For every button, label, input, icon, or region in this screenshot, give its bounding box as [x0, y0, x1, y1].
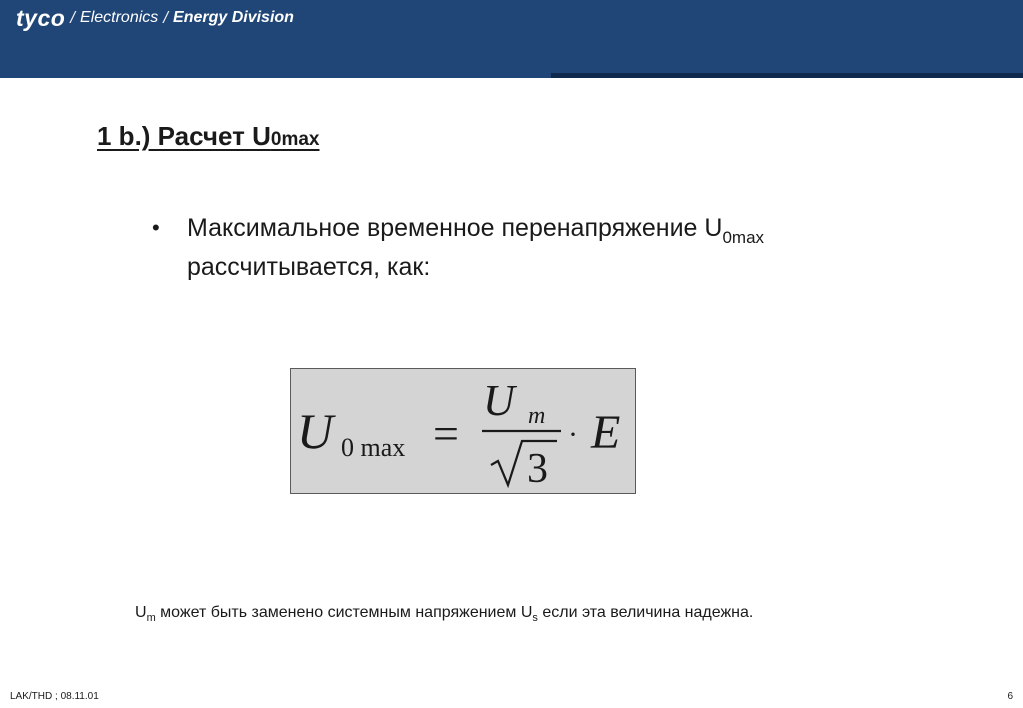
bullet-text [187, 210, 764, 285]
note-subscript-2: s [532, 612, 538, 624]
bullet-line-1-subscript: 0max [722, 228, 765, 247]
bullet-marker: • [152, 215, 160, 240]
bullet-line-1-text: Максимальное временное перенапряжение U [187, 214, 723, 242]
note-text-1: может быть заменено системным напряжением U [155, 604, 533, 621]
formula-radicand: 3 [527, 446, 548, 492]
brand-separator-1: / [70, 8, 76, 27]
formula-numerator-symbol: U [483, 376, 515, 425]
formula-operator: · [568, 418, 578, 451]
brand-separator-2: / [163, 8, 169, 27]
formula-equals: = [433, 408, 459, 459]
formula-factor: E [591, 406, 621, 459]
page-number: 6 [1007, 691, 1013, 702]
note-subscript-1: m [146, 612, 156, 624]
header-rule [551, 73, 1023, 78]
footer-reference: LAK/THD ; 08.11.01 [10, 691, 99, 702]
formula-box [290, 368, 636, 494]
formula-lhs-symbol: U [297, 403, 334, 459]
note-text [135, 604, 753, 622]
slide-title [97, 121, 319, 152]
slide-title-subscript: 0max [270, 129, 320, 150]
formula-lhs-subscript: 0 max [341, 433, 406, 462]
bullet-line-1 [187, 210, 764, 249]
brand-logo-tyco: tyco [16, 4, 66, 31]
brand-electronics: Electronics [80, 9, 159, 26]
brand-division: Energy Division [173, 9, 294, 26]
slide-title-text: 1 b.) Расчет U [97, 121, 271, 151]
brand-logo [16, 5, 294, 31]
note-text-2: если эта величина надежна. [537, 604, 754, 621]
formula [291, 369, 637, 495]
formula-numerator-subscript: m [528, 403, 546, 429]
note-symbol-1: U [135, 604, 147, 621]
bullet-line-2: рассчитывается, как: [187, 253, 431, 281]
